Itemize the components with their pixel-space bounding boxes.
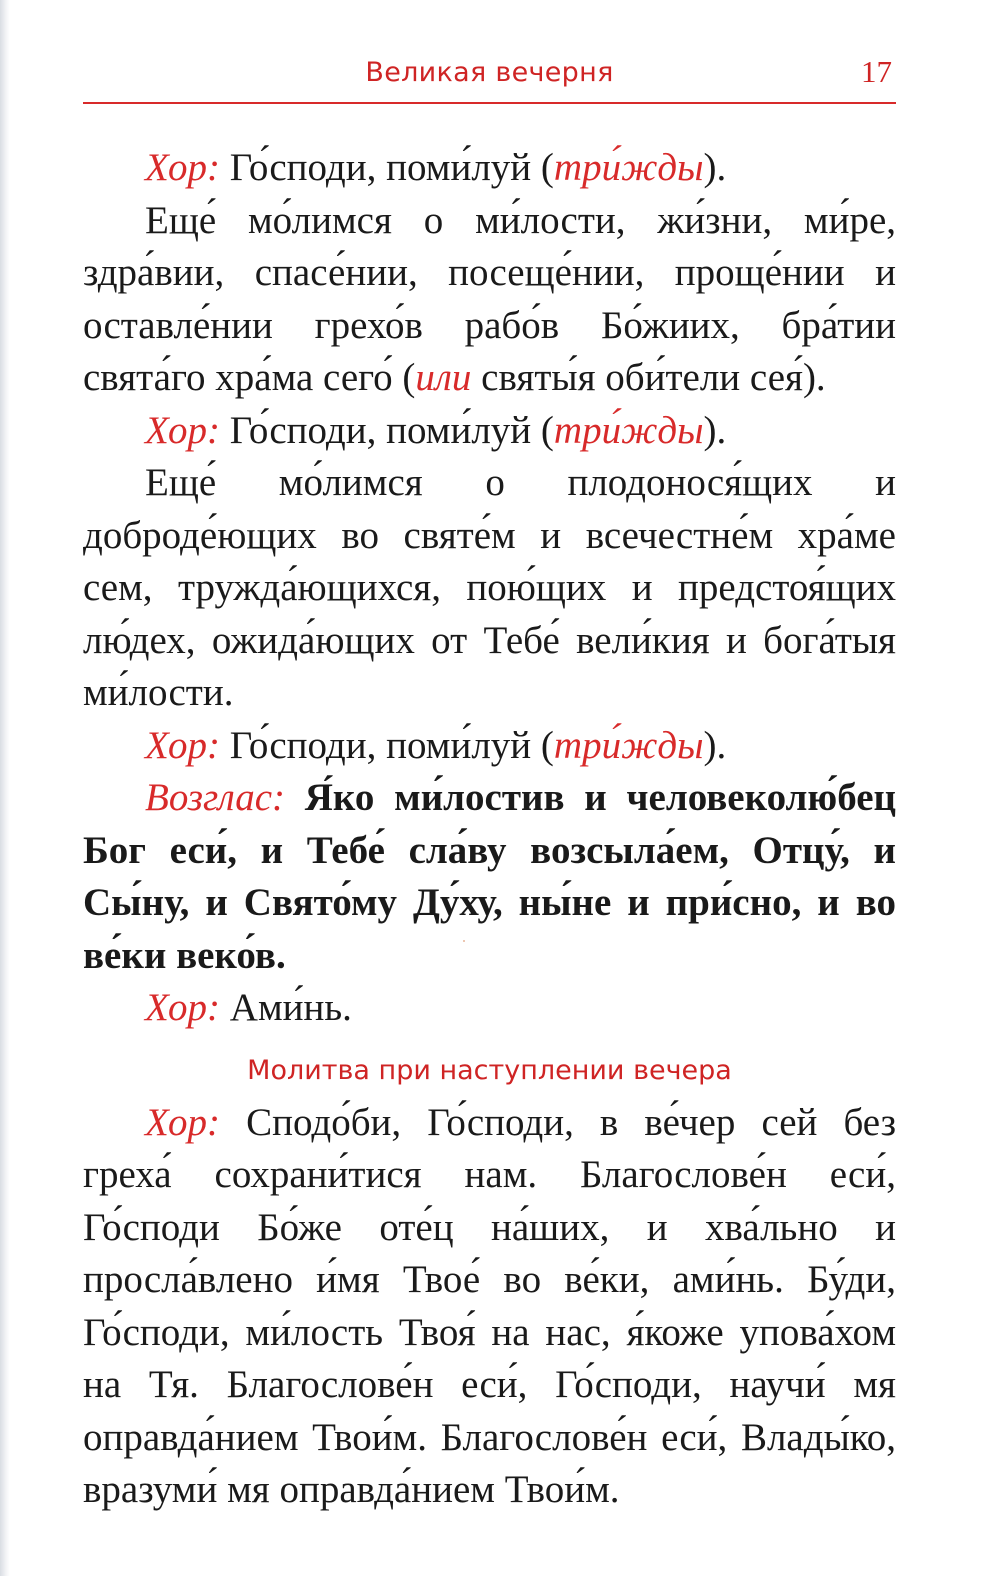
rubric-or: или xyxy=(415,356,472,399)
choir-response-3 xyxy=(83,720,896,773)
rubric-exclamation: Возглас: xyxy=(145,776,286,819)
petition-text: Еще́ мо́лимся о ми́лости, жи́зни, ми́ре, здра́вии, спасе́нии, посеще́нии, проще́нии и оставле́нии грехо́в рабо́в Бо́жиих, бра́тии свята́го хра́ма сего́ ( xyxy=(83,198,896,399)
choir-amen xyxy=(83,982,896,1035)
litany-petition-2 xyxy=(83,457,896,720)
petition-text: Еще́ мо́лимся о плодонося́щих и доброде́ющих во святе́м и всечестне́м хра́ме сем, тружда́ющихся, пою́щих и предстоя́щих лю́дех, ожида́ющих от Тебе́ вели́кия и бога́тыя ми́лости. xyxy=(83,461,896,714)
response-text: Го́споди, поми́луй ( xyxy=(220,146,554,189)
choir-response-2 xyxy=(83,405,896,458)
body-text xyxy=(83,142,896,1517)
rubric-choir: Хор: xyxy=(145,723,221,767)
evening-prayer xyxy=(83,1097,896,1517)
rubric-thrice: три́жды xyxy=(553,723,704,767)
petition-text-end: святы́я оби́тели сея́). xyxy=(471,356,826,399)
response-close: ). xyxy=(703,146,727,189)
exclamation xyxy=(83,772,896,982)
rubric-choir: Хор: xyxy=(145,146,221,189)
rubric-thrice: три́жды xyxy=(553,408,704,452)
amen-text: Ами́нь. xyxy=(220,986,352,1029)
exclamation-text: Я́ко ми́лостив и человеколю́бец Бог еси́, и Тебе́ сла́ву возсыла́ем, Отцу́, и Сы́ну, и Свято́му Ду́ху, ны́не и при́сно, и во ве́ки веко́в. xyxy=(83,776,896,977)
response-close: ). xyxy=(703,408,727,452)
response-text: Го́споди, поми́луй ( xyxy=(220,408,554,452)
running-header xyxy=(83,50,896,104)
rubric-thrice: три́жды xyxy=(553,146,704,189)
section-subheading: Молитва при наступлении вечера xyxy=(247,1054,732,1086)
choir-response-1 xyxy=(83,142,896,195)
page-number: 17 xyxy=(861,54,892,89)
rubric-choir: Хор: xyxy=(145,1100,221,1144)
paper-speck xyxy=(463,940,465,942)
rubric-choir: Хор: xyxy=(145,408,221,452)
response-close: ). xyxy=(703,723,727,767)
prayer-text: Сподо́би, Го́споди, в ве́чер сей без греха́ сохрани́тися нам. Благослове́н еси́, Го́споди Бо́же оте́ц на́ших, и хва́льно и просла́влено и́мя Твое́ во ве́ки, ами́нь. Бу́ди, Го́споди, ми́лость Твоя́ на нас, я́коже упова́хом на Тя. Благослове́н еси́, Го́споди, научи́ мя оправда́нием Твои́м. Благослове́н еси́, Влады́ко, вразуми́ мя оправда́нием Твои́м. xyxy=(83,1100,896,1511)
litany-petition-1 xyxy=(83,195,896,405)
response-text: Го́споди, поми́луй ( xyxy=(220,723,554,767)
header-title: Великая вечерня xyxy=(365,57,614,88)
page-edge-shadow xyxy=(0,0,10,1576)
rubric-choir: Хор: xyxy=(145,986,221,1029)
